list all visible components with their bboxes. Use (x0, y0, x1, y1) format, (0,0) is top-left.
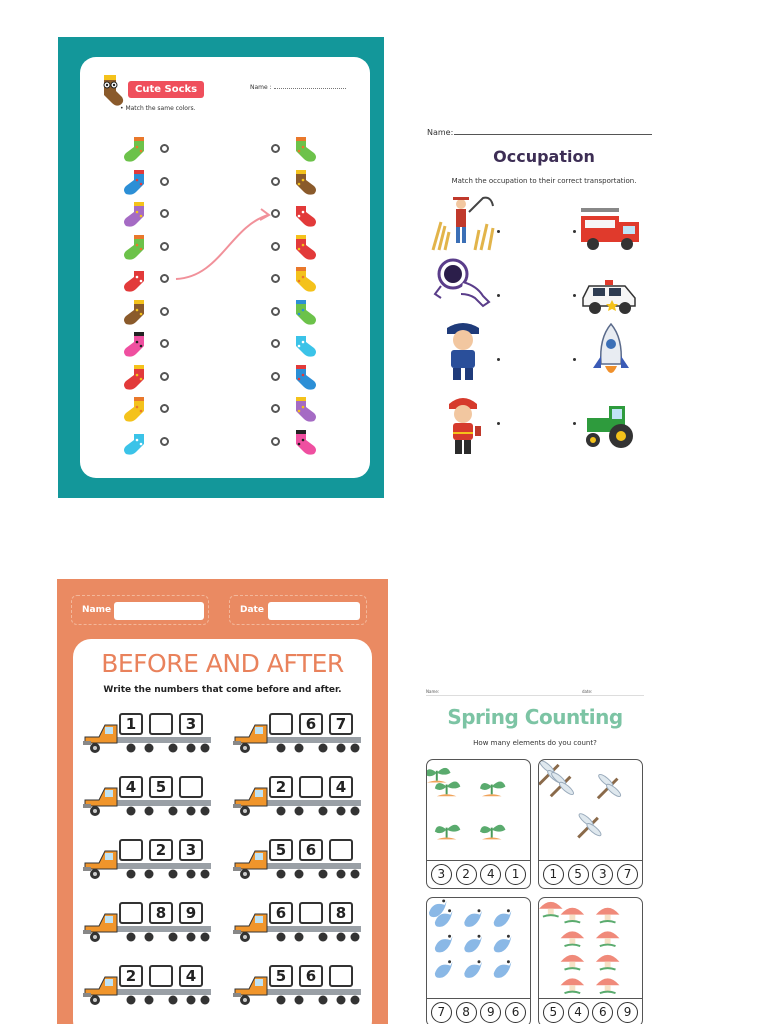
number-blank-box[interactable] (299, 776, 323, 798)
ba-title: BEFORE AND AFTER (101, 649, 344, 678)
count-option[interactable]: 1 (505, 864, 526, 885)
number-box: 1 (119, 713, 143, 735)
left-match-dot-8[interactable] (160, 372, 169, 381)
right-sock-9 (288, 395, 320, 421)
police-car-icon (579, 260, 643, 324)
ba-date-input[interactable] (268, 602, 360, 620)
occupation-name-field[interactable]: Name: (427, 128, 652, 137)
sc-header-line (426, 695, 644, 696)
truck-7 (83, 900, 213, 946)
truck-9 (83, 963, 213, 1009)
number-box: 6 (299, 965, 323, 987)
number-box: 8 (149, 902, 173, 924)
sprout-icons (427, 760, 530, 860)
bird-count-options (427, 998, 530, 1024)
number-blank-box[interactable] (119, 902, 143, 924)
truck-1 (83, 711, 213, 757)
left-match-dot-7[interactable] (160, 339, 169, 348)
right-match-dot-2[interactable] (271, 177, 280, 186)
count-option[interactable]: 4 (568, 1002, 589, 1023)
right-sock-2 (288, 168, 320, 194)
number-box: 5 (149, 776, 173, 798)
right-sock-10 (288, 428, 320, 454)
right-match-dot-3[interactable] (271, 209, 280, 218)
number-blank-box[interactable] (329, 965, 353, 987)
left-sock-6 (120, 298, 152, 324)
number-box: 3 (179, 713, 203, 735)
number-blank-box[interactable] (149, 965, 173, 987)
spring-counting-worksheet (414, 679, 656, 1024)
occupation-title: Occupation (493, 147, 595, 166)
astronaut-match-dot[interactable] (497, 294, 500, 297)
number-box: 9 (179, 902, 203, 924)
left-sock-2 (120, 168, 152, 194)
dragonfly-count-options (539, 860, 642, 888)
left-match-dot-3[interactable] (160, 209, 169, 218)
number-box: 5 (269, 839, 293, 861)
truck-2 (233, 711, 363, 757)
left-sock-8 (120, 363, 152, 389)
right-match-dot-8[interactable] (271, 372, 280, 381)
truck-6 (233, 837, 363, 883)
left-sock-3 (120, 200, 152, 226)
right-sock-1 (288, 135, 320, 161)
socks-name-field[interactable]: Name : (250, 84, 346, 91)
number-box: 7 (329, 713, 353, 735)
count-option[interactable]: 8 (456, 1002, 477, 1023)
left-sock-4 (120, 233, 152, 259)
farmer-icon (431, 192, 495, 256)
fire-truck-icon (579, 198, 643, 262)
number-box: 6 (269, 902, 293, 924)
number-box: 8 (329, 902, 353, 924)
number-box: 4 (329, 776, 353, 798)
mushroom-icons (539, 898, 642, 998)
rocket-icon (579, 322, 643, 386)
left-sock-1 (120, 135, 152, 161)
count-option[interactable]: 6 (505, 1002, 526, 1023)
right-sock-8 (288, 363, 320, 389)
count-option[interactable]: 9 (617, 1002, 638, 1023)
number-box: 2 (119, 965, 143, 987)
ba-name-label: Name (82, 605, 112, 615)
farmer-match-dot[interactable] (497, 230, 500, 233)
count-option[interactable]: 3 (431, 864, 452, 885)
ba-date-label: Date (240, 605, 264, 615)
right-sock-4 (288, 233, 320, 259)
socks-instruction: • Match the same colors. (120, 105, 196, 112)
bird-card (426, 897, 531, 1024)
number-box: 6 (299, 839, 323, 861)
left-sock-9 (120, 395, 152, 421)
mushroom-card (538, 897, 643, 1024)
left-match-dot-4[interactable] (160, 242, 169, 251)
number-box: 2 (149, 839, 173, 861)
number-blank-box[interactable] (269, 713, 293, 735)
count-option[interactable]: 9 (480, 1002, 501, 1023)
number-box: 6 (299, 713, 323, 735)
number-blank-box[interactable] (149, 713, 173, 735)
count-option[interactable]: 3 (592, 864, 613, 885)
number-box: 5 (269, 965, 293, 987)
sc-name-label: Name: (426, 689, 440, 694)
occupation-instruction: Match the occupation to their correct transportation. (451, 177, 637, 185)
left-match-dot-1[interactable] (160, 144, 169, 153)
sc-instruction: How many elements do you count? (473, 739, 597, 747)
mushroom-count-options (539, 998, 642, 1024)
police-match-dot[interactable] (497, 358, 500, 361)
right-sock-3 (288, 200, 320, 226)
ba-name-input[interactable] (114, 602, 204, 620)
number-blank-box[interactable] (329, 839, 353, 861)
count-option[interactable]: 4 (480, 864, 501, 885)
left-match-dot-9[interactable] (160, 404, 169, 413)
right-match-dot-6[interactable] (271, 307, 280, 316)
truck-8 (233, 900, 363, 946)
ba-paper (73, 639, 372, 1024)
firefighter-icon (431, 392, 495, 456)
astronaut-icon (431, 252, 495, 316)
right-match-dot-5[interactable] (271, 274, 280, 283)
count-option[interactable]: 5 (543, 1002, 564, 1023)
number-box: 4 (179, 965, 203, 987)
right-match-dot-7[interactable] (271, 339, 280, 348)
right-sock-6 (288, 298, 320, 324)
left-match-dot-2[interactable] (160, 177, 169, 186)
dragonfly-icons (539, 760, 642, 860)
ba-name-field[interactable] (71, 595, 209, 625)
left-match-dot-6[interactable] (160, 307, 169, 316)
count-option[interactable]: 5 (568, 864, 589, 885)
tractor-match-dot[interactable] (573, 422, 576, 425)
police-officer-icon (431, 318, 495, 382)
bird-icons (427, 898, 530, 998)
police-car-match-dot[interactable] (573, 294, 576, 297)
count-option[interactable]: 7 (617, 864, 638, 885)
sc-title: Spring Counting (447, 705, 623, 729)
sprout-count-options (427, 860, 530, 888)
number-blank-box[interactable] (299, 902, 323, 924)
rocket-match-dot[interactable] (573, 358, 576, 361)
number-box: 2 (269, 776, 293, 798)
left-sock-10 (120, 428, 152, 454)
truck-3 (83, 774, 213, 820)
count-option[interactable]: 1 (543, 864, 564, 885)
sock-mascot-icon (98, 73, 126, 107)
ba-date-field[interactable] (229, 595, 367, 625)
socks-title: Cute Socks (128, 81, 204, 98)
left-match-dot-10[interactable] (160, 437, 169, 446)
truck-5 (83, 837, 213, 883)
number-box: 4 (119, 776, 143, 798)
socks-paper (80, 57, 370, 478)
right-match-dot-10[interactable] (271, 437, 280, 446)
right-sock-7 (288, 330, 320, 356)
number-box: 3 (179, 839, 203, 861)
ba-instruction: Write the numbers that come before and after. (103, 685, 342, 695)
count-option[interactable]: 7 (431, 1002, 452, 1023)
right-match-dot-1[interactable] (271, 144, 280, 153)
left-sock-7 (120, 330, 152, 356)
left-sock-5 (120, 265, 152, 291)
truck-10 (233, 963, 363, 1009)
count-option[interactable]: 2 (456, 864, 477, 885)
right-match-dot-9[interactable] (271, 404, 280, 413)
fire-truck-match-dot[interactable] (573, 230, 576, 233)
tractor-icon (579, 396, 643, 460)
right-match-dot-4[interactable] (271, 242, 280, 251)
sprout-card (426, 759, 531, 889)
truck-4 (233, 774, 363, 820)
right-sock-5 (288, 265, 320, 291)
cute-socks-worksheet (58, 37, 384, 498)
firefighter-match-dot[interactable] (497, 422, 500, 425)
number-blank-box[interactable] (179, 776, 203, 798)
left-match-dot-5[interactable] (160, 274, 169, 283)
occupation-worksheet (413, 100, 675, 490)
number-blank-box[interactable] (119, 839, 143, 861)
dragonfly-card (538, 759, 643, 889)
sc-date-label: date: (582, 689, 593, 694)
count-option[interactable]: 6 (592, 1002, 613, 1023)
before-after-worksheet (57, 579, 388, 1024)
